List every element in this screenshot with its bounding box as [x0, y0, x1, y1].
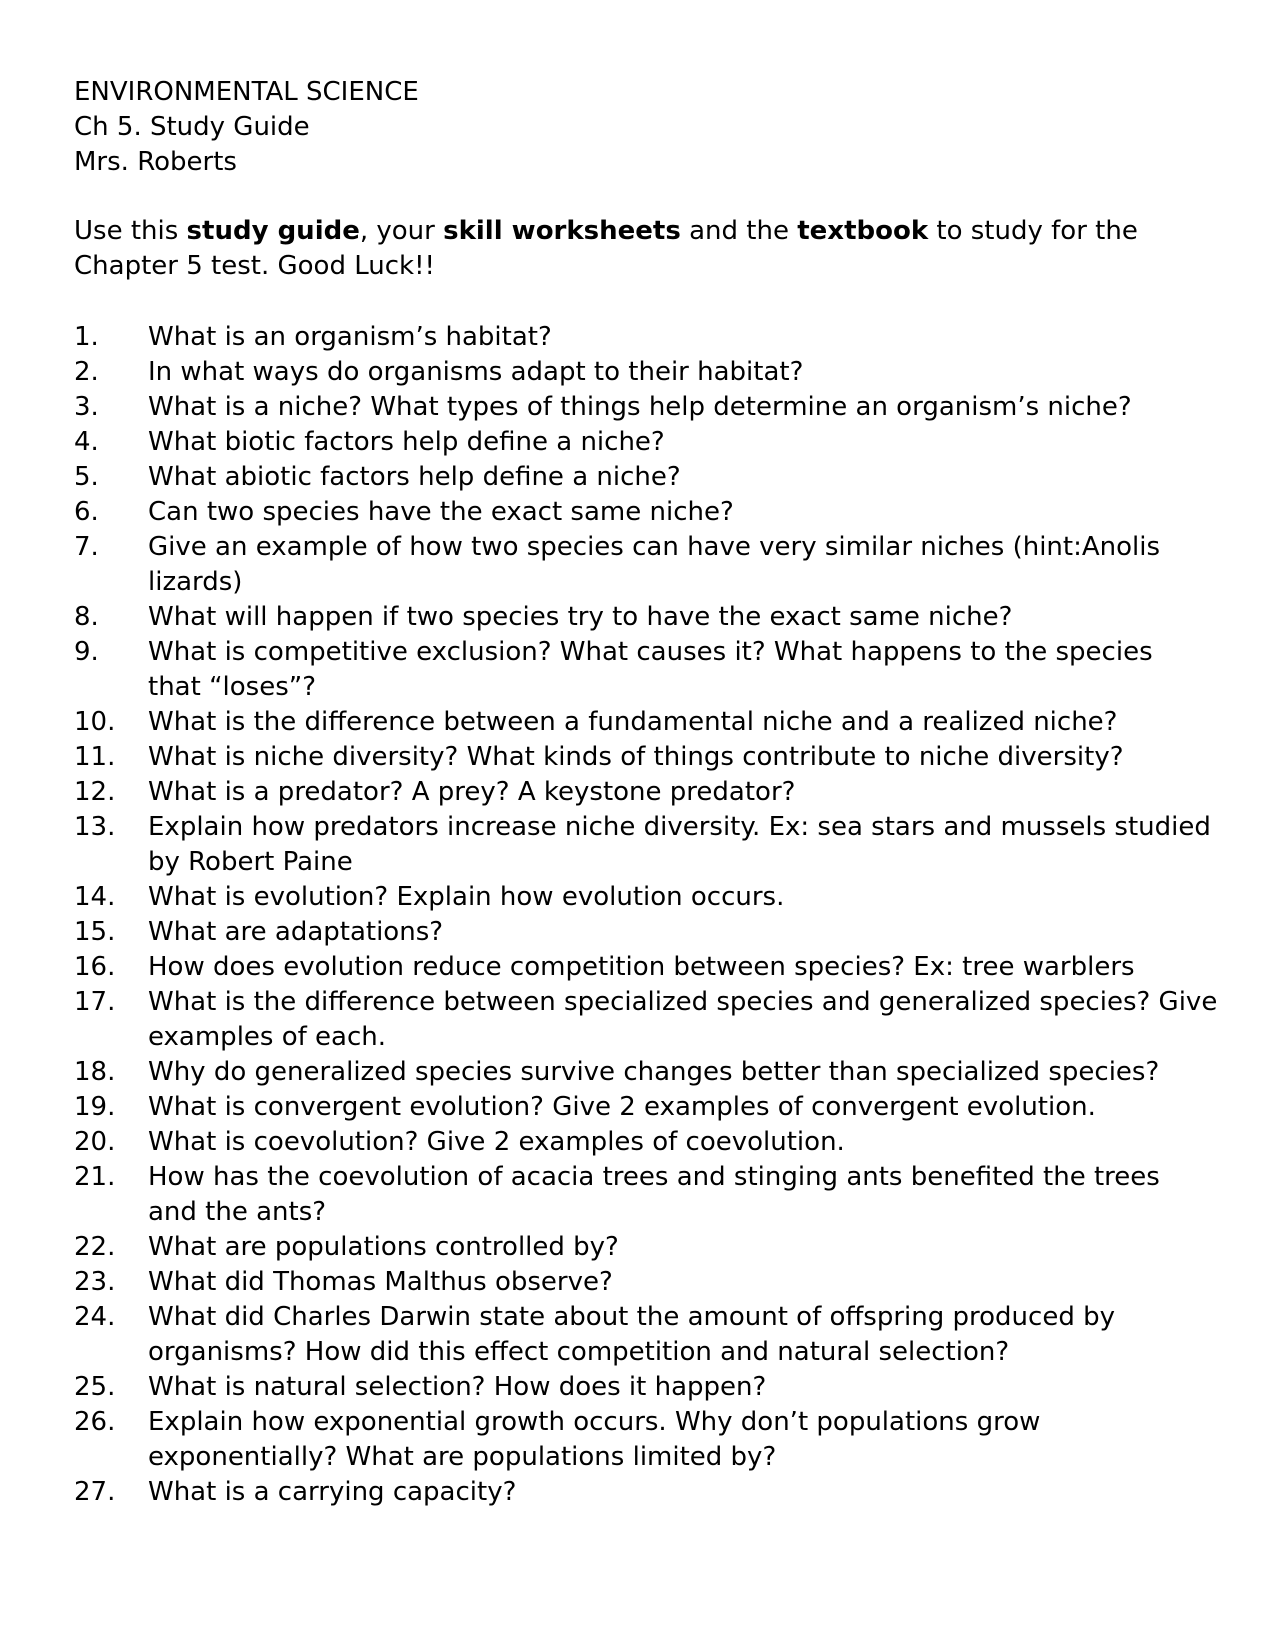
question-number: 14. — [74, 882, 116, 912]
question-text-line: What is competitive exclusion? What causes it? What happens to the species — [148, 637, 1153, 667]
question-text-line: What did Thomas Malthus observe? — [148, 1267, 613, 1297]
question-text — [148, 1055, 1214, 1090]
question-item — [74, 1405, 1214, 1475]
question-number: 17. — [74, 987, 116, 1017]
intro-bold-skill-worksheets: skill worksheets — [443, 216, 681, 246]
question-number: 1. — [74, 322, 99, 352]
question-text — [148, 1160, 1214, 1230]
question-number: 24. — [74, 1302, 116, 1332]
question-item — [74, 635, 1214, 705]
question-text-line: lizards) — [148, 567, 243, 597]
question-text — [148, 635, 1214, 705]
question-text — [148, 950, 1214, 985]
question-text-line: Explain how predators increase niche diversity. Ex: sea stars and mussels studied — [148, 812, 1211, 842]
question-text — [148, 1405, 1214, 1475]
question-item — [74, 915, 1214, 950]
question-number: 6. — [74, 497, 99, 527]
question-number: 2. — [74, 357, 99, 387]
question-list — [74, 320, 1218, 1510]
question-text-line: What is natural selection? How does it happen? — [148, 1372, 767, 1402]
question-text — [148, 810, 1214, 880]
question-text — [148, 495, 1214, 530]
question-number: 20. — [74, 1127, 116, 1157]
question-number: 9. — [74, 637, 99, 667]
question-item — [74, 950, 1214, 985]
question-item — [74, 1475, 1214, 1510]
question-text — [148, 320, 1214, 355]
question-text — [148, 1265, 1214, 1300]
question-item — [74, 705, 1214, 740]
question-number: 7. — [74, 532, 99, 562]
question-number: 19. — [74, 1092, 116, 1122]
question-number: 16. — [74, 952, 116, 982]
question-number: 22. — [74, 1232, 116, 1262]
intro-line-1 — [74, 214, 1204, 249]
question-number: 13. — [74, 812, 116, 842]
question-text — [148, 1370, 1214, 1405]
question-text-line: What are populations controlled by? — [148, 1232, 619, 1262]
question-text-line: that “loses”? — [148, 672, 317, 702]
question-item — [74, 390, 1214, 425]
question-text — [148, 985, 1218, 1055]
question-text — [148, 355, 1214, 390]
question-text-line: How does evolution reduce competition between species? Ex: tree warblers — [148, 952, 1135, 982]
question-item — [74, 1055, 1214, 1090]
question-item — [74, 495, 1214, 530]
question-text-line: and the ants? — [148, 1197, 327, 1227]
question-text-line: by Robert Paine — [148, 847, 353, 877]
question-number: 8. — [74, 602, 99, 632]
question-text-line: What abiotic factors help define a niche? — [148, 462, 681, 492]
question-number: 10. — [74, 707, 116, 737]
question-item — [74, 880, 1214, 915]
question-number: 21. — [74, 1162, 116, 1192]
question-number: 18. — [74, 1057, 116, 1087]
question-text-line: What is the difference between a fundamental niche and a realized niche? — [148, 707, 1118, 737]
question-text-line: organisms? How did this effect competition and natural selection? — [148, 1337, 1010, 1367]
intro-text-1: Use this — [74, 216, 187, 246]
course-name: ENVIRONMENTAL SCIENCE — [74, 77, 419, 107]
question-item — [74, 775, 1214, 810]
question-text-line: Explain how exponential growth occurs. Why don’t populations grow — [148, 1407, 1041, 1437]
question-text-line: What biotic factors help define a niche? — [148, 427, 665, 457]
question-text — [148, 705, 1214, 740]
intro-line-2: Chapter 5 test. Good Luck!! — [74, 251, 435, 281]
question-item — [74, 985, 1218, 1055]
question-text-line: What did Charles Darwin state about the amount of offspring produced by — [148, 1302, 1115, 1332]
question-text-line: What is a predator? A prey? A keystone predator? — [148, 777, 796, 807]
question-number: 11. — [74, 742, 116, 772]
intro-bold-study-guide: study guide — [186, 216, 360, 246]
intro-text-4: to study for the — [928, 216, 1138, 246]
question-text-line: Give an example of how two species can have very similar niches (hint:Anolis — [148, 532, 1161, 562]
question-item — [74, 1230, 1214, 1265]
question-item — [74, 1090, 1214, 1125]
question-text — [148, 530, 1214, 600]
question-text — [148, 390, 1214, 425]
document-title: Ch 5. Study Guide — [74, 112, 310, 142]
question-item — [74, 600, 1214, 635]
question-text — [148, 1230, 1214, 1265]
question-text-line: What will happen if two species try to have the exact same niche? — [148, 602, 1013, 632]
question-text — [148, 600, 1214, 635]
question-text-line: How has the coevolution of acacia trees and stinging ants benefited the trees — [148, 1162, 1160, 1192]
question-text-line: In what ways do organisms adapt to their habitat? — [148, 357, 804, 387]
question-item — [74, 810, 1214, 880]
question-item — [74, 1300, 1214, 1370]
question-number: 27. — [74, 1477, 116, 1507]
question-item — [74, 425, 1214, 460]
question-text-line: What is a niche? What types of things help determine an organism’s niche? — [148, 392, 1132, 422]
question-text — [148, 915, 1214, 950]
question-item — [74, 530, 1214, 600]
question-text — [148, 460, 1214, 495]
teacher-name: Mrs. Roberts — [74, 147, 237, 177]
question-text-line: Can two species have the exact same niche? — [148, 497, 734, 527]
intro-paragraph — [74, 214, 1204, 284]
intro-bold-textbook: textbook — [797, 216, 929, 246]
question-number: 23. — [74, 1267, 116, 1297]
intro-text-2: , your — [359, 216, 444, 246]
question-text — [148, 740, 1214, 775]
question-number: 25. — [74, 1372, 116, 1402]
question-text-line: exponentially? What are populations limited by? — [148, 1442, 777, 1472]
question-text-line: What is an organism’s habitat? — [148, 322, 552, 352]
question-text-line: What is evolution? Explain how evolution occurs. — [148, 882, 785, 912]
question-text-line: What are adaptations? — [148, 917, 444, 947]
question-text — [148, 1090, 1214, 1125]
question-number: 4. — [74, 427, 99, 457]
question-text-line: Why do generalized species survive changes better than specialized species? — [148, 1057, 1160, 1087]
question-text — [148, 1475, 1214, 1510]
question-number: 3. — [74, 392, 99, 422]
question-item — [74, 1265, 1214, 1300]
question-item — [74, 740, 1214, 775]
question-item — [74, 1160, 1214, 1230]
question-text-line: What is coevolution? Give 2 examples of coevolution. — [148, 1127, 845, 1157]
question-text — [148, 880, 1214, 915]
question-text-line: What is convergent evolution? Give 2 examples of convergent evolution. — [148, 1092, 1096, 1122]
question-number: 12. — [74, 777, 116, 807]
question-number: 26. — [74, 1407, 116, 1437]
question-text-line: What is the difference between specialized species and generalized species? Give — [148, 987, 1218, 1017]
question-item — [74, 320, 1214, 355]
question-number: 5. — [74, 462, 99, 492]
question-text-line: What is a carrying capacity? — [148, 1477, 517, 1507]
document-header — [74, 75, 1204, 180]
question-text — [148, 425, 1214, 460]
question-text — [148, 775, 1214, 810]
question-text — [148, 1300, 1214, 1370]
question-item — [74, 355, 1214, 390]
question-item — [74, 1125, 1214, 1160]
question-number: 15. — [74, 917, 116, 947]
intro-text-3: and the — [680, 216, 798, 246]
question-item — [74, 460, 1214, 495]
question-item — [74, 1370, 1214, 1405]
question-text-line: examples of each. — [148, 1022, 387, 1052]
question-text — [148, 1125, 1214, 1160]
question-text-line: What is niche diversity? What kinds of things contribute to niche diversity? — [148, 742, 1124, 772]
